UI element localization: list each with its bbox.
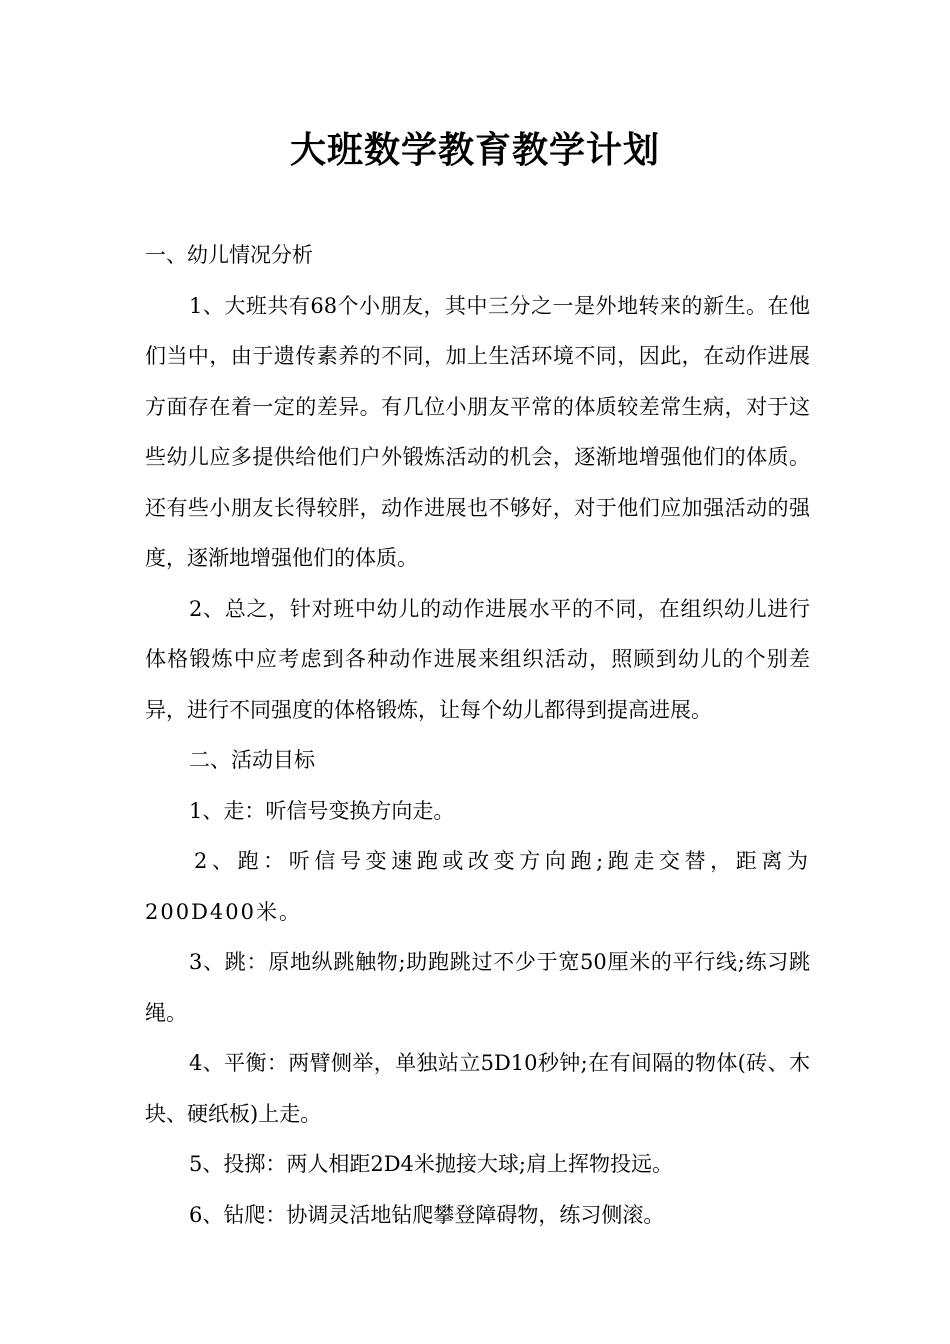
goal-balance: 4、平衡：两臂侧举，单独站立5D10秒钟;在有间隔的物体(砖、木块、硬纸板)上走。 [145,1051,810,1126]
goal-walk: 1、走：听信号变换方向走。 [189,798,455,823]
section-heading-activity-goals: 二、活动目标 [189,748,315,772]
goal-throw: 5、投掷：两人相距2D4米抛接大球;肩上挥物投远。 [189,1152,673,1176]
goal-crawl: 6、钻爬：协调灵活地钻爬攀登障碍物，练习侧滚。 [189,1202,665,1227]
paragraph-class-overview: 1、大班共有68个小朋友，其中三分之一是外地转来的新生。在他们当中，由于遗传素养的不同，加上生活环境不同，因此，在动作进展方面存在着一定的差异。有几位小朋友平常的体质较差常生病，对于这些幼儿应多提供给他们户外锻炼活动的机会，逐渐地增强他们的体质。还有些小朋友长得较胖，动作进展也不够好，对于他们应加强活动的强度，逐渐地增强他们的体质。 [145,293,810,570]
document-title: 大班数学教育教学计划 [289,130,660,171]
goal-run: 2、跑：听信号变速跑或改变方向跑;跑走交替，距离为200D400米。 [145,849,810,924]
document-body [145,230,810,1240]
section-heading-child-analysis: 一、幼儿情况分析 [145,243,313,267]
goal-jump: 3、跳：原地纵跳触物;助跑跳过不少于宽50厘米的平行线;练习跳绳。 [145,950,810,1025]
paragraph-summary: 2、总之，针对班中幼儿的动作进展水平的不同，在组织幼儿进行体格锻炼中应考虑到各种动作进展来组织活动，照顾到幼儿的个别差异，进行不同强度的体格锻炼，让每个幼儿都得到提高进展。 [145,596,810,722]
